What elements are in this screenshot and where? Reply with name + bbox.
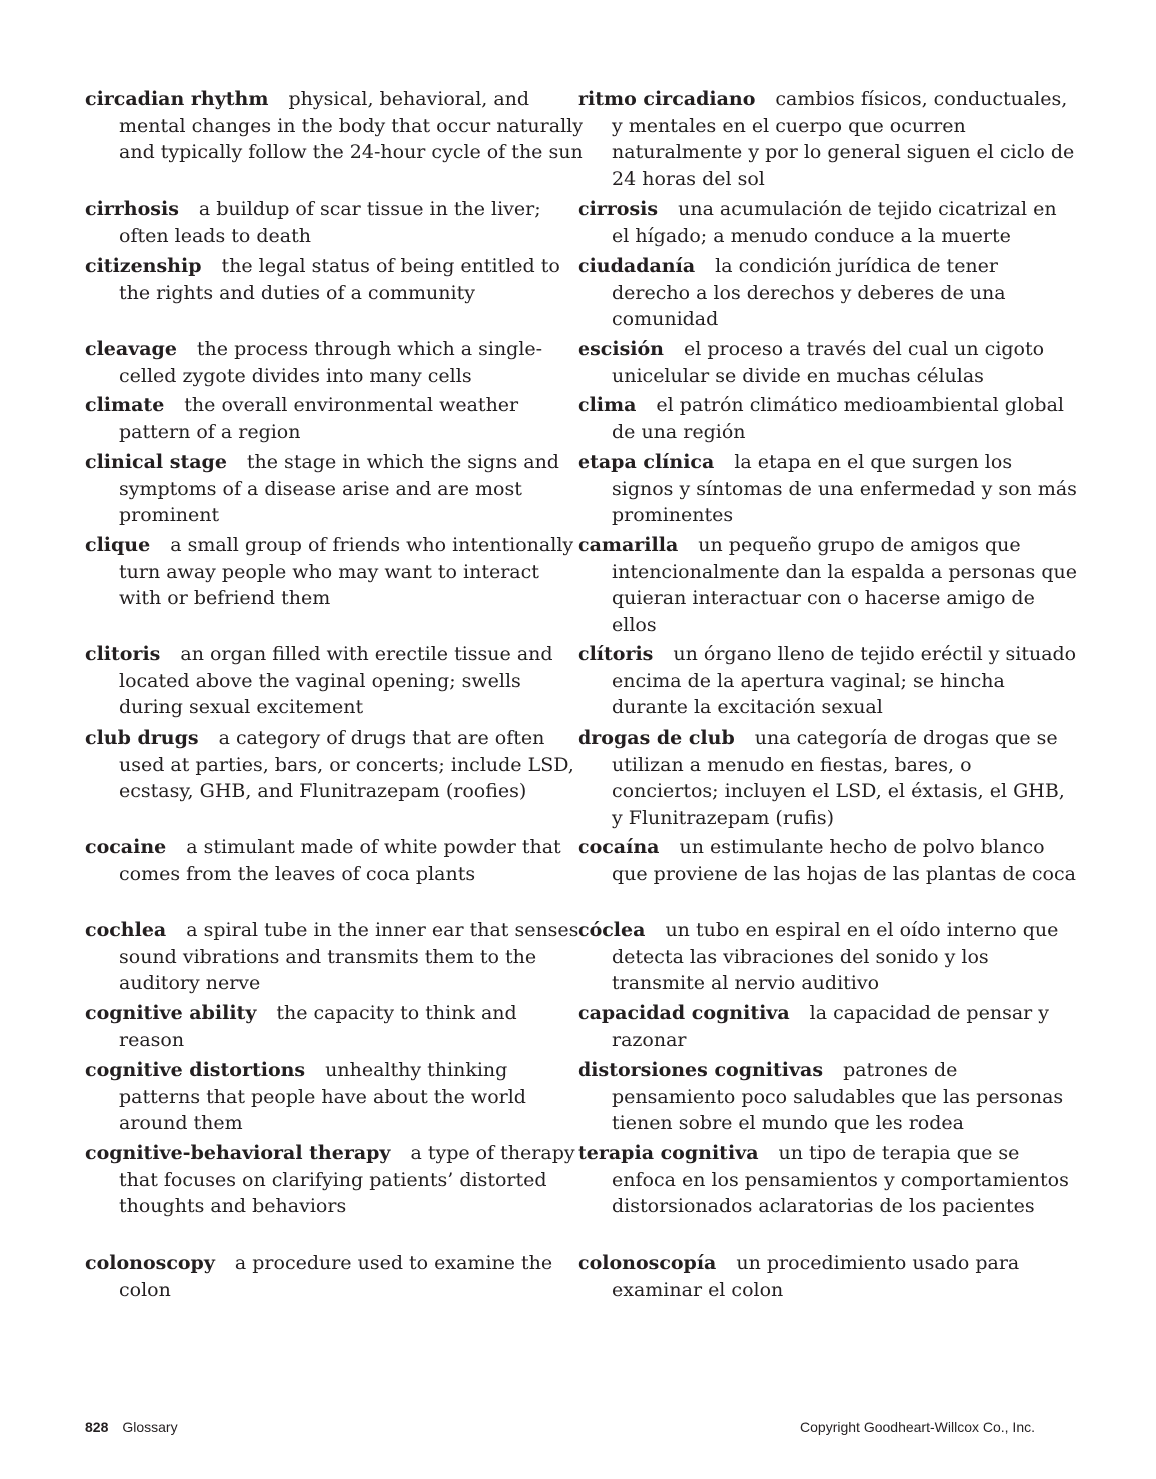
glossary-entry-en bbox=[85, 1057, 585, 1137]
glossary-entry-es bbox=[578, 641, 1078, 721]
entry-definition: un órgano lleno de tejido eréctil y situado encima de la apertura vaginal; se hincha durante la excitación sexual bbox=[612, 643, 1077, 718]
entry-term: ritmo circadiano bbox=[578, 88, 756, 110]
entry-term: escisión bbox=[578, 338, 664, 360]
glossary-entry-en bbox=[85, 834, 585, 887]
entry-term: cognitive distortions bbox=[85, 1059, 306, 1081]
entry-term: cleavage bbox=[85, 338, 177, 360]
glossary-entry-es bbox=[578, 532, 1078, 638]
entry-term: capacidad cognitiva bbox=[578, 1002, 790, 1024]
glossary-entry-es bbox=[578, 392, 1078, 445]
entry-term: cocaína bbox=[578, 836, 660, 858]
entry-term: clinical stage bbox=[85, 451, 227, 473]
entry-term: club drugs bbox=[85, 727, 199, 749]
entry-term: cochlea bbox=[85, 919, 167, 941]
entry-definition: la etapa en el que surgen los signos y síntomas de una enfermedad y son más prominentes bbox=[612, 451, 1077, 526]
entry-definition: una acumulación de tejido cicatrizal en el hígado; a menudo conduce a la muerte bbox=[612, 198, 1057, 247]
entry-definition: a stimulant made of white powder that comes from the leaves of coca plants bbox=[119, 836, 561, 885]
entry-definition: an organ filled with erectile tissue and located above the vaginal opening; swells during sexual excitement bbox=[119, 643, 553, 718]
entry-term: cóclea bbox=[578, 919, 646, 941]
glossary-entry-en bbox=[85, 1140, 585, 1220]
entry-term: cirrosis bbox=[578, 198, 659, 220]
entry-definition: la condición jurídica de tener derecho a los derechos y deberes de una comunidad bbox=[612, 255, 1006, 330]
glossary-entry-en bbox=[85, 336, 585, 389]
glossary-entry-en bbox=[85, 1000, 585, 1053]
entry-definition: the capacity to think and reason bbox=[119, 1002, 517, 1051]
entry-term: cognitive ability bbox=[85, 1002, 257, 1024]
entry-term: camarilla bbox=[578, 534, 679, 556]
entry-term: cirrhosis bbox=[85, 198, 179, 220]
entry-term: citizenship bbox=[85, 255, 202, 277]
glossary-entry-en bbox=[85, 1250, 585, 1303]
glossary-entry-en bbox=[85, 917, 585, 997]
section-name: Glossary bbox=[122, 1419, 178, 1435]
entry-definition: unhealthy thinking patterns that people have about the world around them bbox=[119, 1059, 526, 1134]
entry-term: terapia cognitiva bbox=[578, 1142, 759, 1164]
glossary-entry-en bbox=[85, 86, 585, 166]
entry-definition: a buildup of scar tissue in the liver; often leads to death bbox=[119, 198, 541, 247]
entry-definition: un tubo en espiral en el oído interno que detecta las vibraciones del sonido y los transmite al nervio auditivo bbox=[612, 919, 1059, 994]
entry-definition: the overall environmental weather pattern of a region bbox=[119, 394, 519, 443]
entry-definition: a small group of friends who intentionally turn away people who may want to interact with or befriend them bbox=[119, 534, 574, 609]
entry-definition: un tipo de terapia que se enfoca en los pensamientos y comportamientos distorsionados aclaratorias de los pacientes bbox=[612, 1142, 1069, 1217]
entry-definition: el proceso a través del cual un cigoto unicelular se divide en muchas células bbox=[612, 338, 1045, 387]
entry-definition: una categoría de drogas que se utilizan a menudo en fiestas, bares, o conciertos; incluyen el LSD, el éxtasis, el GHB, y Flunitrazepam (rufis) bbox=[612, 727, 1065, 829]
glossary-entry-es bbox=[578, 1000, 1078, 1053]
glossary-entry-en bbox=[85, 725, 585, 805]
entry-definition: un procedimiento usado para examinar el colon bbox=[612, 1252, 1020, 1301]
glossary-entry-es bbox=[578, 1250, 1078, 1303]
entry-definition: un estimulante hecho de polvo blanco que proviene de las hojas de las plantas de coca bbox=[612, 836, 1076, 885]
glossary-entry-en bbox=[85, 641, 585, 721]
glossary-entry-en bbox=[85, 253, 585, 306]
entry-definition: the process through which a single-celled zygote divides into many cells bbox=[119, 338, 543, 387]
entry-term: distorsiones cognitivas bbox=[578, 1059, 824, 1081]
glossary-entry-es bbox=[578, 1140, 1078, 1220]
entry-term: colonoscopy bbox=[85, 1252, 215, 1274]
entry-definition: a spiral tube in the inner ear that senses sound vibrations and transmits them to the auditory nerve bbox=[119, 919, 579, 994]
entry-term: etapa clínica bbox=[578, 451, 715, 473]
entry-term: circadian rhythm bbox=[85, 88, 269, 110]
entry-definition: un pequeño grupo de amigos que intencionalmente dan la espalda a personas que quieran interactuar con o hacerse amigo de ellos bbox=[612, 534, 1077, 636]
glossary-entry-en bbox=[85, 392, 585, 445]
entry-definition: a category of drugs that are often used at parties, bars, or concerts; include LSD, ecstasy, GHB, and Flunitrazepam (roofies) bbox=[119, 727, 574, 802]
entry-term: drogas de club bbox=[578, 727, 735, 749]
entry-definition: the legal status of being entitled to the rights and duties of a community bbox=[119, 255, 560, 304]
entry-term: clitoris bbox=[85, 643, 161, 665]
entry-term: clique bbox=[85, 534, 151, 556]
entry-term: clima bbox=[578, 394, 637, 416]
entry-term: cocaine bbox=[85, 836, 167, 858]
copyright-notice: Copyright Goodheart-Willcox Co., Inc. bbox=[800, 1419, 1035, 1435]
glossary-entry-es bbox=[578, 336, 1078, 389]
entry-definition: the stage in which the signs and symptoms of a disease arise and are most prominent bbox=[119, 451, 559, 526]
glossary-entry-en bbox=[85, 449, 585, 529]
entry-definition: patrones de pensamiento poco saludables que las personas tienen sobre el mundo que les rodea bbox=[612, 1059, 1064, 1134]
glossary-entry-en bbox=[85, 532, 585, 612]
glossary-entry-en bbox=[85, 196, 585, 249]
page-footer-left bbox=[85, 1419, 178, 1435]
entry-term: clítoris bbox=[578, 643, 654, 665]
glossary-entry-es bbox=[578, 253, 1078, 333]
entry-definition: a procedure used to examine the colon bbox=[119, 1252, 553, 1301]
entry-definition: cambios físicos, conductuales, y mentales en el cuerpo que ocurren naturalmente y por lo general siguen el ciclo de 24 horas del sol bbox=[612, 88, 1075, 190]
glossary-entry-es bbox=[578, 725, 1078, 831]
entry-definition: physical, behavioral, and mental changes in the body that occur naturally and typically follow the 24-hour cycle of the sun bbox=[119, 88, 583, 163]
glossary-entry-es bbox=[578, 917, 1078, 997]
glossary-entry-es bbox=[578, 449, 1078, 529]
glossary-entry-es bbox=[578, 196, 1078, 249]
glossary-entry-es bbox=[578, 86, 1078, 192]
glossary-entry-es bbox=[578, 1057, 1078, 1137]
entry-definition: el patrón climático medioambiental global de una región bbox=[612, 394, 1065, 443]
entry-term: ciudadanía bbox=[578, 255, 696, 277]
page-number: 828 bbox=[85, 1419, 109, 1435]
entry-definition: a type of therapy that focuses on clarifying patients’ distorted thoughts and behaviors bbox=[119, 1142, 575, 1217]
entry-term: climate bbox=[85, 394, 165, 416]
entry-term: cognitive-behavioral therapy bbox=[85, 1142, 391, 1164]
entry-term: colonoscopía bbox=[578, 1252, 717, 1274]
glossary-entry-es bbox=[578, 834, 1078, 887]
entry-definition: la capacidad de pensar y razonar bbox=[612, 1002, 1050, 1051]
